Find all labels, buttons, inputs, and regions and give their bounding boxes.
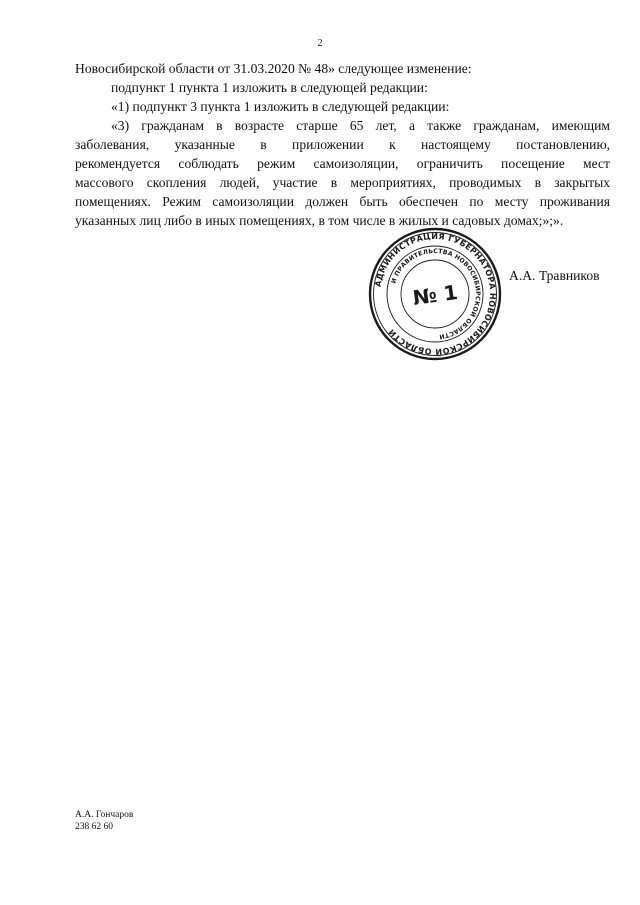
footer bbox=[75, 809, 133, 833]
body-line: массового скопления людей, участие в мероприятиях, проводимых в закрытых bbox=[75, 175, 610, 190]
body-line: заболевания, указанные в приложении к настоящему постановлению, bbox=[75, 137, 610, 152]
body-line: подпункт 1 пункта 1 изложить в следующей редакции: bbox=[111, 80, 428, 95]
footer-phone: 238 62 60 bbox=[75, 822, 113, 832]
body-line: «3) гражданам в возрасте старше 65 лет, а также гражданам, имеющим bbox=[111, 118, 610, 133]
seal-center-text: № 1 bbox=[411, 279, 460, 311]
page-number: 2 bbox=[317, 38, 323, 49]
body-line: указанных лиц либо в иных помещениях, в том числе в жилых и садовых домах;»;». bbox=[75, 213, 564, 228]
body-line: Новосибирской области от 31.03.2020 № 48» следующее изменение: bbox=[75, 61, 472, 76]
document-body bbox=[75, 59, 610, 230]
body-line: помещениях. Режим самоизоляции должен быть обеспечен по месту проживания bbox=[75, 194, 610, 209]
body-line: «1) подпункт 3 пункта 1 изложить в следующей редакции: bbox=[111, 99, 450, 114]
seal-outer-text: АДМИНИСТРАЦИЯ ГУБЕРНАТОРА НОВОСИБИРСКОЙ ОБЛАСТИ bbox=[373, 231, 498, 357]
seal-inner-text: И ПРАВИТЕЛЬСТВА НОВОСИБИРСКОЙ ОБЛАСТИ bbox=[390, 247, 482, 340]
official-seal bbox=[367, 226, 503, 362]
signer-name: А.А. Травников bbox=[509, 268, 600, 283]
body-line: рекомендуется соблюдать режим самоизоляции, ограничить посещение мест bbox=[75, 156, 610, 171]
footer-author: А.А. Гончаров bbox=[75, 810, 134, 820]
